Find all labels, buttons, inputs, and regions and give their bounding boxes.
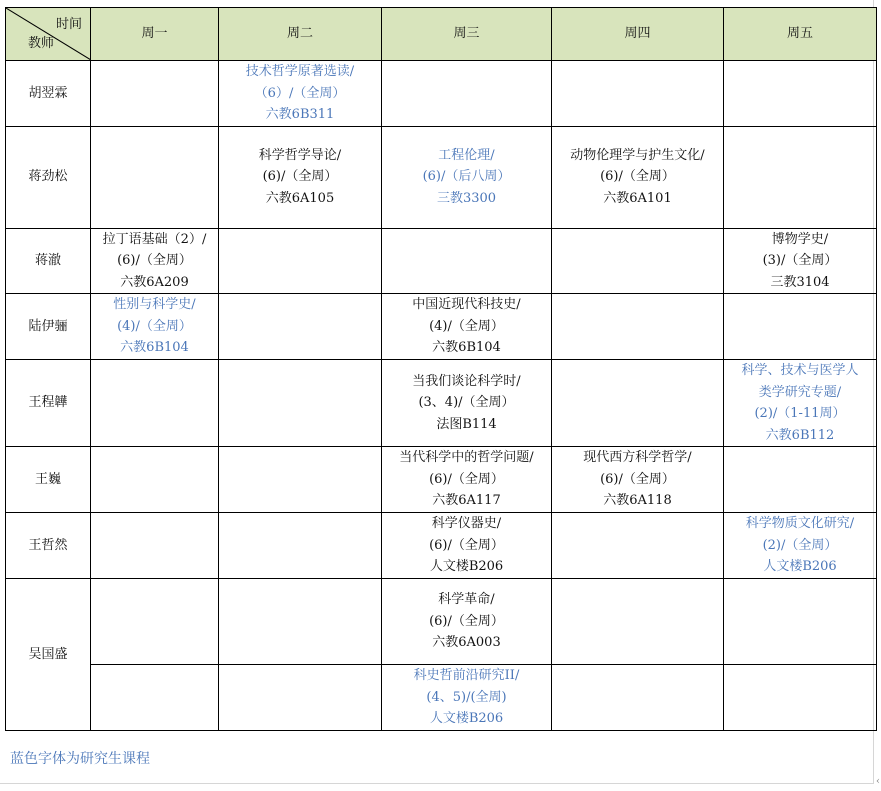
- course-line: 科学物质文化研究/: [745, 516, 855, 532]
- course-line: (4)/（全周）: [117, 318, 192, 334]
- course-line: (2)/（全周）: [762, 537, 838, 553]
- course-cell-tue: [219, 513, 382, 579]
- course-line: 六教6B104: [432, 340, 501, 356]
- course-cell-fri: [724, 513, 877, 579]
- table-row: [6, 126, 877, 228]
- course-line: 当代科学中的哲学问题/: [399, 450, 534, 466]
- course-cell-wed: [382, 126, 552, 228]
- course-cell-wed: [382, 665, 552, 731]
- course-cell-fri: [724, 294, 877, 360]
- course-line: 拉丁语基础（2）/: [102, 231, 207, 247]
- course-line: （6）/（全周）: [254, 85, 346, 101]
- course-line: (3、4)/（全周）: [418, 395, 515, 411]
- course-line: 科学革命/: [438, 592, 495, 608]
- teacher-name: 胡翌霖: [6, 61, 91, 127]
- course-line: 六教6A101: [603, 190, 672, 206]
- course-cell-tue: [219, 126, 382, 228]
- course-line: 中国近现代科技史/: [412, 297, 521, 313]
- course-line: 三教3104: [770, 274, 830, 290]
- course-line: 六教6B104: [120, 340, 189, 356]
- teacher-name: 陆伊骊: [6, 294, 91, 360]
- teacher-name: 王哲然: [6, 513, 91, 579]
- course-line: (3)/（全周）: [762, 253, 838, 268]
- day-header-thu: 周四: [552, 8, 724, 61]
- table-row: [6, 294, 877, 360]
- course-line: (6)/（全周）: [262, 169, 338, 185]
- teacher-name: 蒋劲松: [6, 126, 91, 228]
- course-cell-tue: [219, 360, 382, 447]
- course-line: 六教6A209: [120, 274, 189, 290]
- course-line: 科学哲学导论/: [258, 147, 342, 163]
- course-line: (6)/（全周）: [429, 613, 504, 629]
- table-row: [6, 61, 877, 127]
- course-line: 三教3300: [436, 190, 497, 206]
- course-line: 六教6A117: [432, 493, 501, 509]
- course-cell-fri: [724, 665, 877, 731]
- course-cell-thu: [552, 228, 724, 294]
- course-cell-wed: [382, 579, 552, 665]
- course-cell-wed: [382, 360, 552, 447]
- course-line: (6)/（全周）: [600, 169, 675, 185]
- course-cell-wed: [382, 61, 552, 127]
- course-cell-mon: [91, 294, 219, 360]
- course-line: 人文楼B206: [429, 559, 504, 575]
- course-cell-fri: [724, 360, 877, 447]
- course-line: (2)/（1-11周）: [754, 406, 846, 421]
- course-cell-mon: [91, 447, 219, 513]
- course-cell-thu: [552, 294, 724, 360]
- course-cell-fri: [724, 126, 877, 228]
- header-row: [6, 8, 877, 61]
- course-cell-thu: [552, 513, 724, 579]
- teacher-name: 王巍: [6, 447, 91, 513]
- course-line: (6)/（全周）: [429, 537, 504, 553]
- course-cell-wed: [382, 294, 552, 360]
- course-cell-thu: [552, 447, 724, 513]
- course-line: 动物伦理学与护生文化/: [570, 147, 705, 163]
- course-cell-mon: [91, 228, 219, 294]
- course-cell-fri: [724, 61, 877, 127]
- teacher-name: 蒋澈: [6, 228, 91, 294]
- course-line: 博物学史/: [771, 231, 829, 247]
- corner-cell: [6, 8, 91, 61]
- course-cell-tue: [219, 579, 382, 665]
- course-cell-thu: [552, 61, 724, 127]
- course-line: 六教6B112: [765, 427, 835, 443]
- course-line: 六教6A003: [432, 635, 501, 651]
- course-line: 性别与科学史/: [113, 297, 196, 313]
- edge-mark: ‹: [876, 776, 880, 787]
- teacher-name: 吴国盛: [6, 579, 91, 731]
- corner-teacher-label: 教师: [28, 35, 55, 51]
- course-line: 类学研究专题/: [758, 384, 842, 400]
- course-line: (6)/（全周）: [429, 471, 504, 487]
- course-line: 六教6A118: [603, 493, 672, 509]
- course-cell-thu: [552, 126, 724, 228]
- course-line: 六教6A105: [265, 190, 335, 206]
- course-cell-mon: [91, 360, 219, 447]
- day-header-mon: 周一: [91, 8, 219, 61]
- course-cell-tue: [219, 665, 382, 731]
- day-header-tue: 周二: [219, 8, 382, 61]
- table-row: [6, 447, 877, 513]
- course-line: 科学仪器史/: [431, 516, 502, 532]
- course-cell-mon: [91, 61, 219, 127]
- course-cell-tue: [219, 228, 382, 294]
- course-line: 科史哲前沿研究II/: [413, 668, 520, 684]
- course-line: (6)/（全周）: [117, 253, 192, 268]
- corner-time-label: 时间: [55, 17, 82, 32]
- course-cell-fri: [724, 447, 877, 513]
- table-row: [6, 228, 877, 294]
- table-row: [6, 360, 877, 447]
- course-line: 工程伦理/: [438, 147, 495, 163]
- course-cell-tue: [219, 294, 382, 360]
- schedule-table: [5, 7, 877, 731]
- table-row: [6, 579, 877, 665]
- course-cell-tue: [219, 447, 382, 513]
- course-cell-wed: [382, 447, 552, 513]
- course-cell-mon: [91, 665, 219, 731]
- course-line: (4)/（全周）: [429, 318, 504, 334]
- course-line: 现代西方科学哲学/: [583, 450, 692, 466]
- teacher-name: 王程韡: [6, 360, 91, 447]
- course-cell-mon: [91, 513, 219, 579]
- course-cell-thu: [552, 579, 724, 665]
- course-line: 人文楼B206: [763, 559, 837, 575]
- course-line: 科学、技术与医学人: [741, 363, 859, 378]
- table-row: [6, 665, 877, 731]
- course-line: (4、5)/(全周): [426, 689, 507, 705]
- course-cell-wed: [382, 228, 552, 294]
- course-line: 技术哲学原著选读/: [245, 64, 355, 79]
- table-row: [6, 513, 877, 579]
- course-cell-wed: [382, 513, 552, 579]
- course-cell-mon: [91, 126, 219, 228]
- course-cell-fri: [724, 228, 877, 294]
- course-cell-thu: [552, 360, 724, 447]
- course-cell-thu: [552, 665, 724, 731]
- course-line: (6)/（全周）: [600, 471, 675, 487]
- course-line: 六教6B311: [265, 107, 335, 122]
- course-cell-tue: [219, 61, 382, 127]
- course-line: 当我们谈论科学时/: [412, 373, 521, 389]
- course-line: 法图B114: [436, 416, 497, 432]
- day-header-wed: 周三: [382, 8, 552, 61]
- course-line: (6)/（后八周）: [422, 169, 511, 185]
- footnote: 蓝色字体为研究生课程: [10, 751, 150, 767]
- course-cell-mon: [91, 579, 219, 665]
- course-line: 人文楼B206: [429, 711, 504, 727]
- day-header-fri: 周五: [724, 8, 877, 61]
- course-cell-fri: [724, 579, 877, 665]
